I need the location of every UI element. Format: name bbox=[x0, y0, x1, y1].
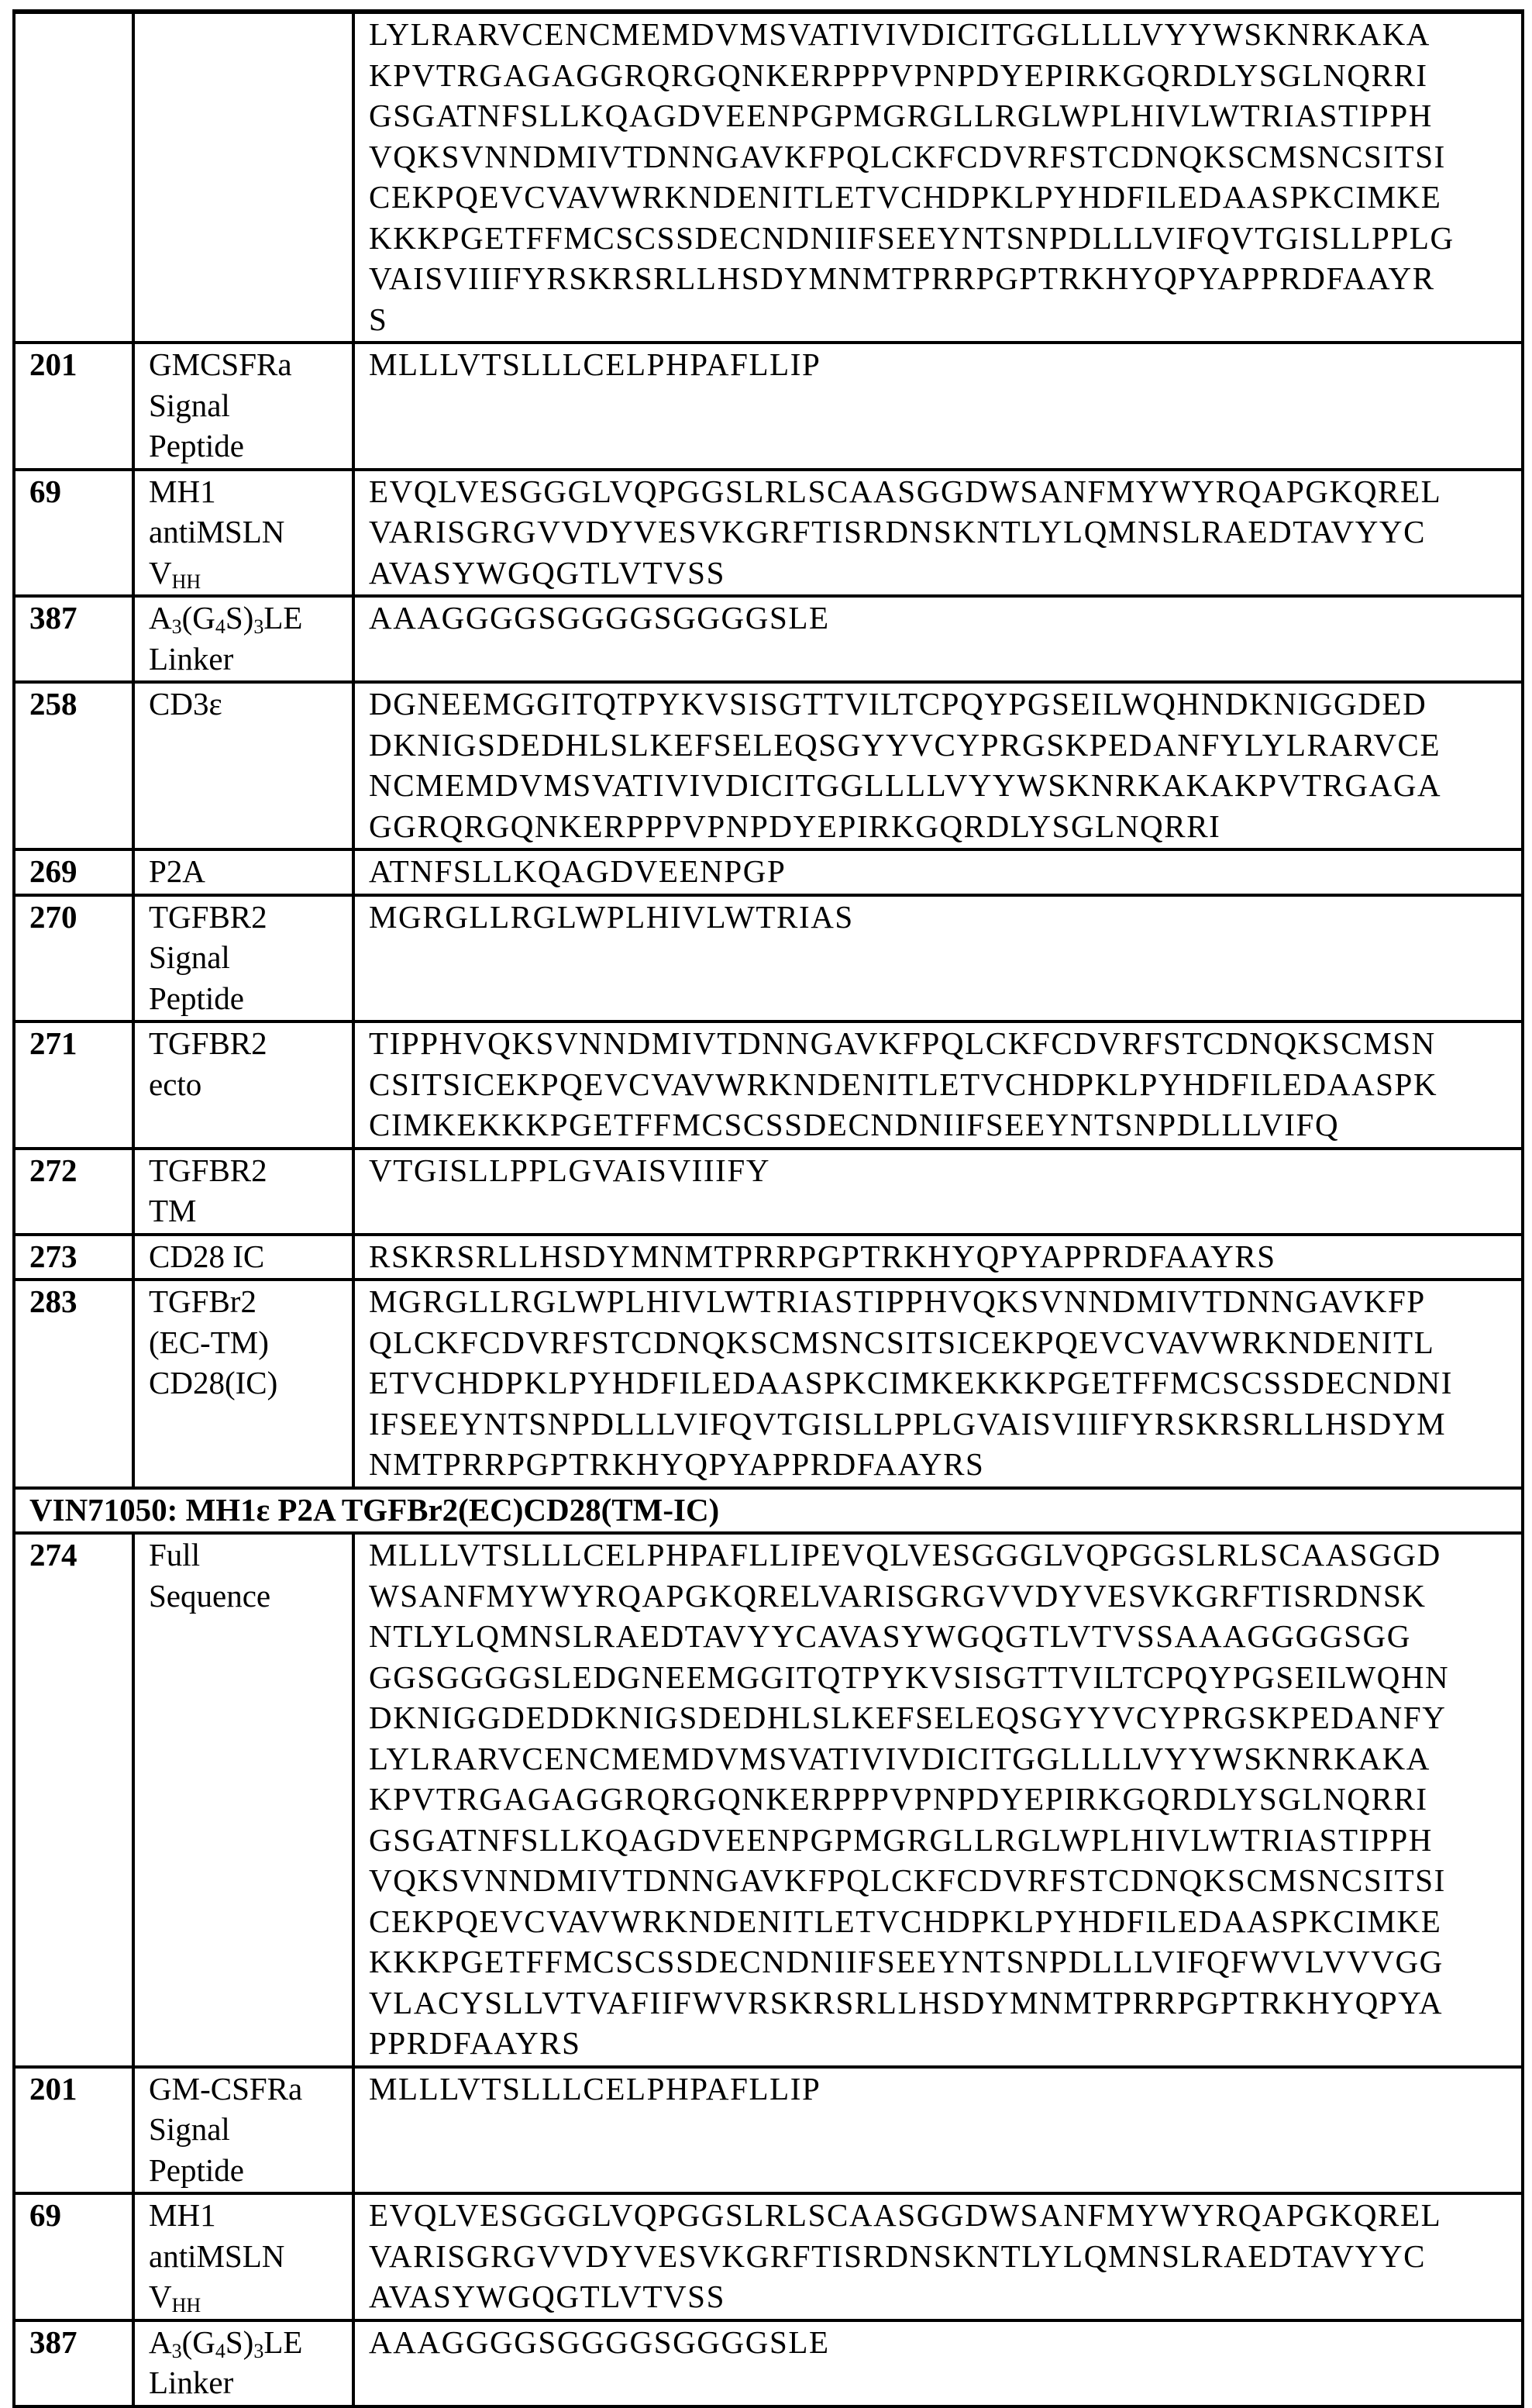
amino-acid-sequence bbox=[353, 1533, 1523, 2067]
description-line bbox=[149, 2322, 352, 2363]
description-line bbox=[149, 1322, 352, 1363]
subscript: 4 bbox=[215, 2340, 225, 2362]
sequence-description bbox=[133, 2320, 353, 2406]
description-text: GM-CSFRa bbox=[149, 2071, 302, 2107]
description-line bbox=[149, 1150, 352, 1191]
sequence-line: MGRGLLRGLWPLHIVLWTRIASTIPPHVQKSVNNDMIVTDNNGAVKFP bbox=[369, 1281, 1521, 1322]
description-line bbox=[149, 639, 352, 680]
sequence-line: GSGATNFSLLKQAGDVEENPGPMGRGLLRGLWPLHIVLWTRIASTIPPH bbox=[369, 95, 1521, 136]
sequence-line: NCMEMDVMSVATIVIVDICITGGLLLLVYYWSKNRKAKAKPVTRGAGA bbox=[369, 765, 1521, 806]
description-text: V bbox=[149, 555, 172, 591]
description-line bbox=[149, 1362, 352, 1404]
description-text: LE bbox=[263, 2324, 302, 2360]
table-row bbox=[14, 682, 1523, 849]
sequence-line: NTLYLQMNSLRAEDTAVYYCAVASYWGQGTLVTVSSAAAGGGGSGG bbox=[369, 1616, 1521, 1657]
description-line bbox=[149, 2276, 352, 2317]
seq-id-number: 387 bbox=[14, 2320, 133, 2406]
sequence-line: VARISGRGVVDYVESVKGRFTISRDNSKNTLYLQMNSLRAEDTAVYYC bbox=[369, 2236, 1521, 2277]
sequence-line: KKKPGETFFMCSCSSDECNDNIIFSEEYNTSNPDLLLVIFQVTGISLLPPLG bbox=[369, 218, 1521, 259]
description-text: Peptide bbox=[149, 428, 244, 463]
sequence-line: VTGISLLPPLGVAISVIIIFY bbox=[369, 1150, 1521, 1191]
description-text: V bbox=[149, 2279, 172, 2314]
description-line bbox=[149, 2109, 352, 2150]
table-row bbox=[14, 849, 1523, 895]
description-line bbox=[149, 1576, 352, 1617]
description-text: TGFBR2 bbox=[149, 1025, 267, 1061]
subscript: 3 bbox=[172, 615, 182, 638]
subscript: HH bbox=[172, 2294, 201, 2317]
sequence-line: CEKPQEVCVAVWRKNDENITLETVCHDPKLPYHDFILEDAASPKCIMKE bbox=[369, 1901, 1521, 1942]
subscript: 3 bbox=[253, 615, 263, 638]
description-line bbox=[149, 2362, 352, 2403]
sequence-line: DKNIGGDEDDKNIGSDEDHLSLKEFSELEQSGYYVCYPRGSKPEDANFY bbox=[369, 1697, 1521, 1738]
sequence-description bbox=[133, 1533, 353, 2067]
sequence-description bbox=[133, 1235, 353, 1280]
sequence-line: AVASYWGQGTLVTVSS bbox=[369, 553, 1521, 594]
table-row bbox=[14, 343, 1523, 470]
sequence-line: MLLLVTSLLLCELPHPAFLLIPEVQLVESGGGLVQPGGSLRLSCAASGGD bbox=[369, 1535, 1521, 1576]
description-text: Signal bbox=[149, 2111, 230, 2147]
sequence-description bbox=[133, 849, 353, 895]
description-text: A bbox=[149, 600, 172, 636]
amino-acid-sequence bbox=[353, 1235, 1523, 1280]
description-text: MH1 bbox=[149, 474, 216, 509]
description-text: TGFBR2 bbox=[149, 899, 267, 935]
seq-id-number: 274 bbox=[14, 1533, 133, 2067]
sequence-line: GGRQRGQNKERPPPVPNPDYEPIRKGQRDLYSGLNQRRI bbox=[369, 806, 1521, 847]
sequence-line: VLACYSLLVTVAFIIFWVRSKRSRLLHSDYMNMTPRRPGPTRKHYQPYA bbox=[369, 1983, 1521, 2024]
description-text: LE bbox=[263, 600, 302, 636]
sequence-line: NMTPRRPGPTRKHYQPYAPPRDFAAYRS bbox=[369, 1444, 1521, 1485]
table-row bbox=[14, 2067, 1523, 2194]
table-row bbox=[14, 1533, 1523, 2067]
sequence-line: GGSGGGGSLEDGNEEMGGITQTPYKVSISGTTVILTCPQYPGSEILWQHN bbox=[369, 1657, 1521, 1698]
description-line bbox=[149, 2069, 352, 2110]
sequence-line: RSKRSRLLHSDYMNMTPRRPGPTRKHYQPYAPPRDFAAYRS bbox=[369, 1236, 1521, 1277]
sequence-line: DGNEEMGGITQTPYKVSISGTTVILTCPQYPGSEILWQHNDKNIGGDED bbox=[369, 684, 1521, 725]
sequence-table bbox=[12, 9, 1524, 2408]
sequence-description bbox=[133, 343, 353, 470]
description-text: MH1 bbox=[149, 2197, 216, 2233]
amino-acid-sequence bbox=[353, 596, 1523, 682]
description-line bbox=[149, 598, 352, 639]
description-text: TM bbox=[149, 1193, 197, 1228]
seq-id-number: 69 bbox=[14, 470, 133, 597]
sequence-description bbox=[133, 596, 353, 682]
subscript: 3 bbox=[253, 2340, 263, 2362]
description-line bbox=[149, 684, 352, 725]
seq-id-number: 258 bbox=[14, 682, 133, 849]
amino-acid-sequence bbox=[353, 470, 1523, 597]
table-row bbox=[14, 2320, 1523, 2406]
sequence-line: TIPPHVQKSVNNDMIVTDNNGAVKFPQLCKFCDVRFSTCDNQKSCMSN bbox=[369, 1023, 1521, 1064]
description-line bbox=[149, 471, 352, 512]
sequence-line: AVASYWGQGTLVTVSS bbox=[369, 2276, 1521, 2317]
table-row bbox=[14, 1280, 1523, 1488]
description-text: P2A bbox=[149, 853, 205, 889]
sequence-line: LYLRARVCENCMEMDVMSVATIVIVDICITGGLLLLVYYWSKNRKAKA bbox=[369, 1738, 1521, 1779]
table-row bbox=[14, 1235, 1523, 1280]
sequence-line: IFSEEYNTSNPDLLLVIFQVTGISLLPPLGVAISVIIIFYRSKRSRLLHSDYM bbox=[369, 1404, 1521, 1445]
amino-acid-sequence bbox=[353, 1021, 1523, 1149]
description-line bbox=[149, 2236, 352, 2277]
description-line bbox=[149, 553, 352, 594]
description-text: Linker bbox=[149, 2365, 233, 2400]
sequence-line: LYLRARVCENCMEMDVMSVATIVIVDICITGGLLLLVYYWSKNRKAKA bbox=[369, 14, 1521, 55]
description-text: TGFBR2 bbox=[149, 1152, 267, 1188]
sequence-line: KPVTRGAGAGGRQRGQNKERPPPVPNPDYEPIRKGQRDLYSGLNQRRI bbox=[369, 1779, 1521, 1820]
subscript: 4 bbox=[215, 615, 225, 638]
description-text: Sequence bbox=[149, 1578, 270, 1614]
sequence-line: ATNFSLLKQAGDVEENPGP bbox=[369, 851, 1521, 892]
sequence-line: VAISVIIIFYRSKRSRLLHSDYMNMTPRRPGPTRKHYQPYAPPRDFAAYR bbox=[369, 258, 1521, 299]
seq-id-number: 387 bbox=[14, 596, 133, 682]
sequence-line: AAAGGGGSGGGGSGGGGSLE bbox=[369, 598, 1521, 639]
sequence-description bbox=[133, 1021, 353, 1149]
description-line bbox=[149, 851, 352, 892]
description-line bbox=[149, 1064, 352, 1105]
description-line bbox=[149, 344, 352, 385]
sequence-description bbox=[133, 12, 353, 343]
description-text: Full bbox=[149, 1537, 200, 1573]
table-row bbox=[14, 1021, 1523, 1149]
sequence-line: MLLLVTSLLLCELPHPAFLLIP bbox=[369, 2069, 1521, 2110]
table-row bbox=[14, 470, 1523, 597]
description-line bbox=[149, 1236, 352, 1277]
sequence-line: QLCKFCDVRFSTCDNQKSCMSNCSITSICEKPQEVCVAVWRKNDENITL bbox=[369, 1322, 1521, 1363]
sequence-line: CIMKEKKKPGETFFMCSCSSDECNDNIIFSEEYNTSNPDLLLVIFQ bbox=[369, 1104, 1521, 1145]
sequence-description bbox=[133, 2067, 353, 2194]
description-line bbox=[149, 937, 352, 978]
sequence-line: MLLLVTSLLLCELPHPAFLLIP bbox=[369, 344, 1521, 385]
description-line bbox=[149, 1190, 352, 1232]
sequence-line: CSITSICEKPQEVCVAVWRKNDENITLETVCHDPKLPYHDFILEDAASPK bbox=[369, 1064, 1521, 1105]
amino-acid-sequence bbox=[353, 2320, 1523, 2406]
sequence-line: KKKPGETFFMCSCSSDECNDNIIFSEEYNTSNPDLLLVIFQFWVLVVVGG bbox=[369, 1941, 1521, 1983]
table-row bbox=[14, 12, 1523, 343]
description-text: (G bbox=[182, 600, 215, 636]
description-text: Peptide bbox=[149, 980, 244, 1016]
description-text: CD3ε bbox=[149, 686, 222, 722]
description-line bbox=[149, 425, 352, 467]
sequence-line: VQKSVNNDMIVTDNNGAVKFPQLCKFCDVRFSTCDNQKSCMSNCSITSI bbox=[369, 1860, 1521, 1901]
description-line bbox=[149, 2150, 352, 2191]
sequence-line: EVQLVESGGGLVQPGGSLRLSCAASGGDWSANFMYWYRQAPGKQREL bbox=[369, 2195, 1521, 2236]
sequence-line: WSANFMYWYRQAPGKQRELVARISGRGVVDYVESVKGRFTISRDNSK bbox=[369, 1576, 1521, 1617]
seq-id-number: 283 bbox=[14, 1280, 133, 1488]
seq-id-number: 271 bbox=[14, 1021, 133, 1149]
amino-acid-sequence bbox=[353, 849, 1523, 895]
table-row bbox=[14, 895, 1523, 1022]
seq-id-number: 201 bbox=[14, 343, 133, 470]
sequence-description bbox=[133, 1280, 353, 1488]
table-row bbox=[14, 2193, 1523, 2320]
construct-header-row bbox=[14, 1488, 1523, 1534]
description-text: GMCSFRa bbox=[149, 346, 292, 382]
description-line bbox=[149, 1281, 352, 1322]
subscript: 3 bbox=[172, 2340, 182, 2362]
description-line bbox=[149, 385, 352, 426]
amino-acid-sequence bbox=[353, 2067, 1523, 2194]
amino-acid-sequence bbox=[353, 1280, 1523, 1488]
subscript: HH bbox=[172, 570, 201, 593]
description-text: TGFBr2 bbox=[149, 1283, 256, 1319]
sequence-line: VARISGRGVVDYVESVKGRFTISRDNSKNTLYLQMNSLRAEDTAVYYC bbox=[369, 512, 1521, 553]
description-text: (EC-TM) bbox=[149, 1325, 269, 1360]
sequence-line: PPRDFAAYRS bbox=[369, 2023, 1521, 2064]
description-text: (G bbox=[182, 2324, 215, 2360]
sequence-line: KPVTRGAGAGGRQRGQNKERPPPVPNPDYEPIRKGQRDLYSGLNQRRI bbox=[369, 55, 1521, 96]
description-text: CD28 IC bbox=[149, 1238, 264, 1274]
description-text: CD28(IC) bbox=[149, 1365, 277, 1400]
description-text: A bbox=[149, 2324, 172, 2360]
seq-id-number: 201 bbox=[14, 2067, 133, 2194]
sequence-line: S bbox=[369, 299, 1521, 340]
seq-id-number: 269 bbox=[14, 849, 133, 895]
sequence-line: EVQLVESGGGLVQPGGSLRLSCAASGGDWSANFMYWYRQAPGKQREL bbox=[369, 471, 1521, 512]
description-text: Linker bbox=[149, 641, 233, 677]
seq-id-number: 69 bbox=[14, 2193, 133, 2320]
sequence-description bbox=[133, 1149, 353, 1235]
seq-id-number: 270 bbox=[14, 895, 133, 1022]
table-row bbox=[14, 1149, 1523, 1235]
seq-id-number: 273 bbox=[14, 1235, 133, 1280]
description-text: antiMSLN bbox=[149, 2238, 284, 2274]
description-line bbox=[149, 1535, 352, 1576]
description-text: S) bbox=[225, 2324, 253, 2360]
description-text: Signal bbox=[149, 388, 230, 423]
description-text: Peptide bbox=[149, 2152, 244, 2188]
description-line bbox=[149, 512, 352, 553]
seq-id-number: 272 bbox=[14, 1149, 133, 1235]
description-text: antiMSLN bbox=[149, 514, 284, 549]
amino-acid-sequence bbox=[353, 1149, 1523, 1235]
sequence-line: GSGATNFSLLKQAGDVEENPGPMGRGLLRGLWPLHIVLWTRIASTIPPH bbox=[369, 1820, 1521, 1861]
seq-id-number bbox=[14, 12, 133, 343]
table-row bbox=[14, 596, 1523, 682]
sequence-line: DKNIGSDEDHLSLKEFSELEQSGYYVCYPRGSKPEDANFYLYLRARVCE bbox=[369, 725, 1521, 766]
amino-acid-sequence bbox=[353, 12, 1523, 343]
sequence-description bbox=[133, 470, 353, 597]
sequence-line: AAAGGGGSGGGGSGGGGSLE bbox=[369, 2322, 1521, 2363]
description-line bbox=[149, 978, 352, 1019]
description-text: S) bbox=[225, 600, 253, 636]
description-line bbox=[149, 897, 352, 938]
amino-acid-sequence bbox=[353, 2193, 1523, 2320]
sequence-line: VQKSVNNDMIVTDNNGAVKFPQLCKFCDVRFSTCDNQKSCMSNCSITSI bbox=[369, 136, 1521, 177]
sequence-description bbox=[133, 682, 353, 849]
description-line bbox=[149, 1023, 352, 1064]
sequence-line: CEKPQEVCVAVWRKNDENITLETVCHDPKLPYHDFILEDAASPKCIMKE bbox=[369, 177, 1521, 218]
sequence-line: ETVCHDPKLPYHDFILEDAASPKCIMKEKKKPGETFFMCSCSSDECNDNI bbox=[369, 1362, 1521, 1404]
sequence-line: MGRGLLRGLWPLHIVLWTRIAS bbox=[369, 897, 1521, 938]
description-text: ecto bbox=[149, 1066, 201, 1102]
sequence-table-body bbox=[14, 12, 1523, 2406]
description-text: Signal bbox=[149, 939, 230, 975]
amino-acid-sequence bbox=[353, 343, 1523, 470]
amino-acid-sequence bbox=[353, 895, 1523, 1022]
construct-title: VIN71050: MH1ε P2A TGFBr2(EC)CD28(TM-IC) bbox=[14, 1488, 1523, 1534]
amino-acid-sequence bbox=[353, 682, 1523, 849]
sequence-description bbox=[133, 2193, 353, 2320]
description-line bbox=[149, 2195, 352, 2236]
sequence-description bbox=[133, 895, 353, 1022]
